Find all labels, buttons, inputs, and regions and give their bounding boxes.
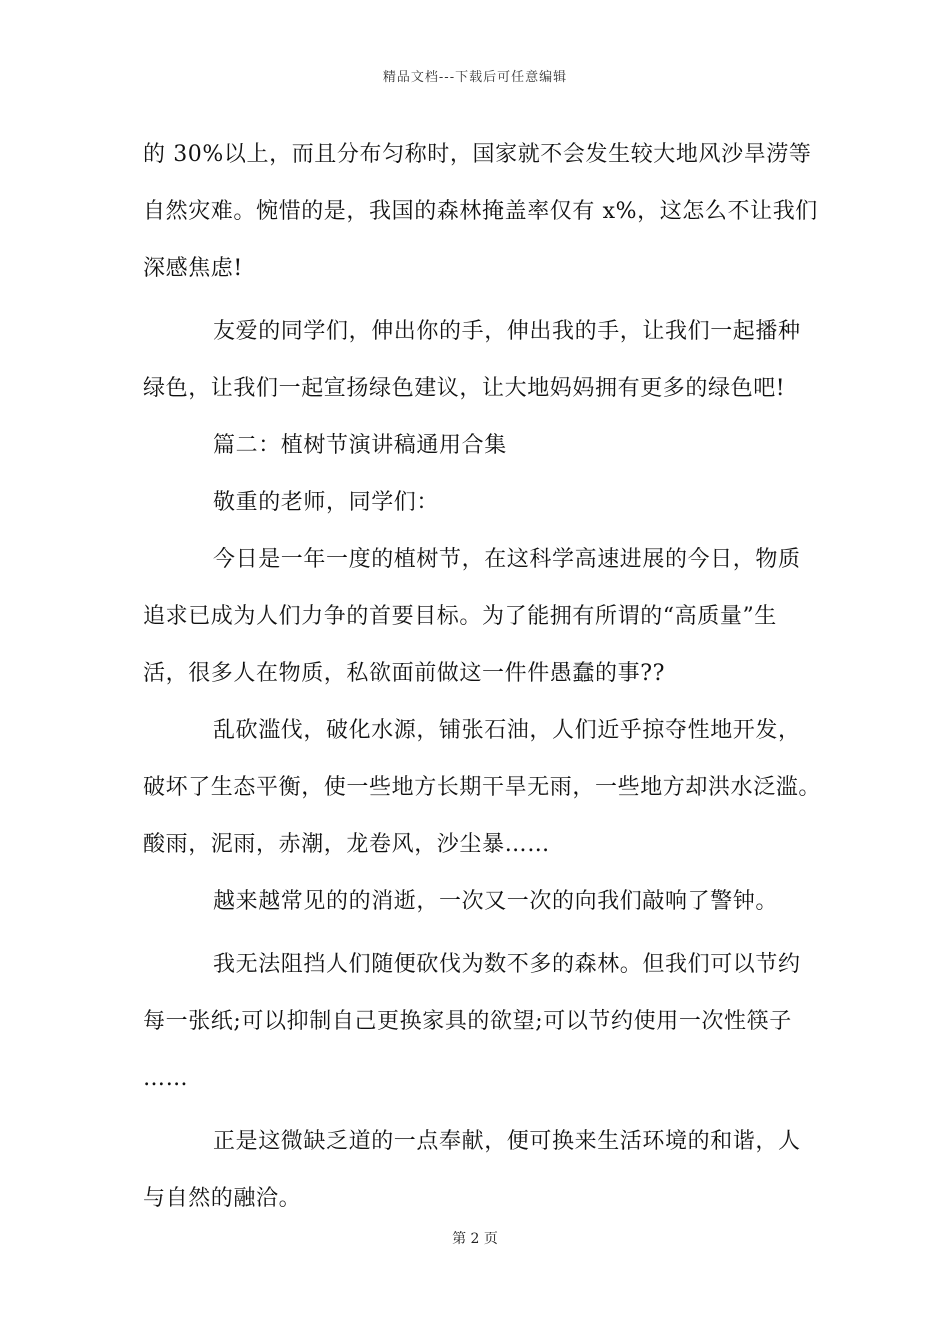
page-number: 第 2 页 [452, 1231, 498, 1247]
text-line: 与自然的融洽。 [143, 1186, 302, 1211]
text-line: 友爱的同学们，伸出你的手，伸出我的手，让我们一起播种 [213, 319, 801, 344]
text-line: 追求已成为人们力争的首要目标。为了能拥有所谓的“高质量”生 [143, 604, 777, 629]
page-header: 精品文档---下载后可任意编辑 [382, 70, 568, 85]
text-line: 自然灾难。惋惜的是，我国的森林掩盖率仅有 x%，这怎么不让我们 [143, 199, 818, 224]
text-line: 破坏了生态平衡，使一些地方长期干旱无雨，一些地方却洪水泛滥。 [143, 775, 822, 800]
text-line: 绿色，让我们一起宣扬绿色建议，让大地妈妈拥有更多的绿色吧! [143, 376, 786, 401]
text-line: 乱砍滥伐，破化水源，铺张石油，人们近乎掠夺性地开发， [213, 718, 801, 743]
section-heading: 篇二：植树节演讲稿通用合集 [213, 433, 507, 458]
text-line: 酸雨，泥雨，赤潮，龙卷风，沙尘暴…… [143, 832, 550, 857]
text-line: 我无法阻挡人们随便砍伐为数不多的森林。但我们可以节约 [213, 952, 801, 977]
text-line: 今日是一年一度的植树节，在这科学高速进展的今日，物质 [213, 547, 801, 572]
text-line: 正是这微缺乏道的一点奉献，便可换来生活环境的和谐，人 [213, 1129, 801, 1154]
text-line: 深感焦虑! [143, 256, 243, 281]
document-body [143, 126, 822, 1227]
text-line: 每一张纸;可以抑制自己更换家具的欲望;可以节约使用一次性筷子 [143, 1009, 792, 1034]
text-line: 的 30%以上，而且分布匀称时，国家就不会发生较大地风沙旱涝等 [143, 142, 812, 167]
text-line: 越来越常见的的消逝，一次又一次的向我们敲响了警钟。 [213, 889, 779, 914]
text-line: …… [143, 1066, 189, 1091]
salutation: 敬重的老师，同学们： [213, 490, 440, 515]
text-line: 活，很多人在物质，私欲面前做这一件件愚蠢的事?? [143, 661, 665, 686]
